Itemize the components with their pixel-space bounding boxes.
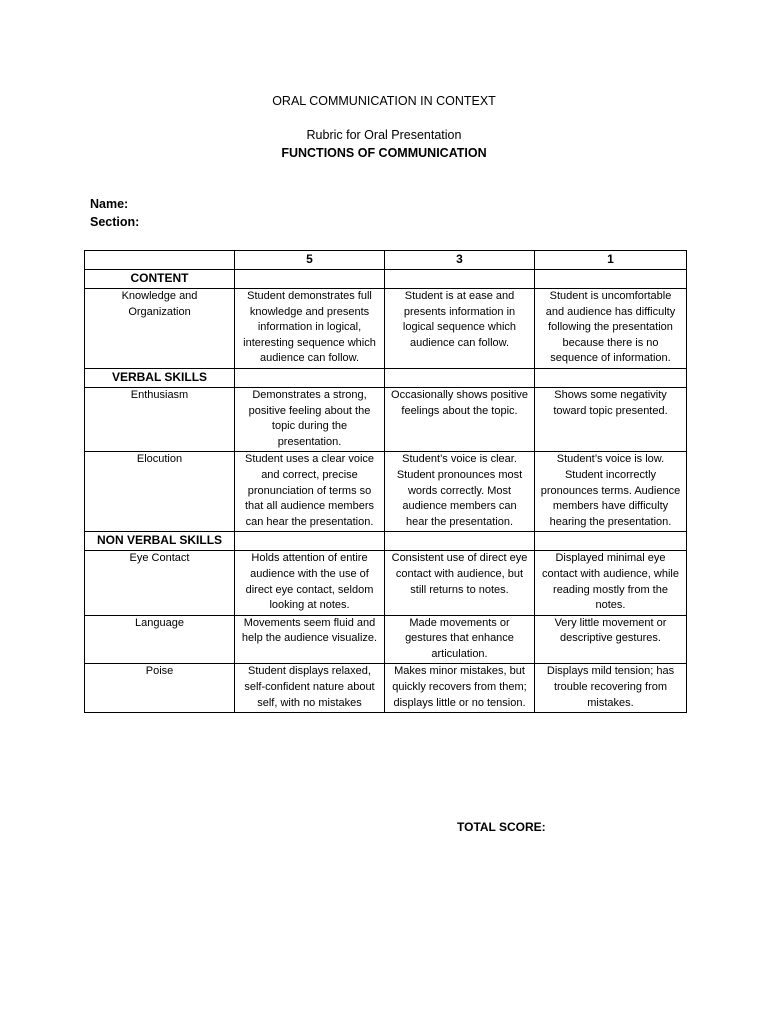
table-row (85, 289, 687, 369)
score-5-cell: Holds attention of entire audience with the use of direct eye contact, seldom looking at notes. (235, 551, 385, 615)
score-column-header: 3 (385, 251, 535, 270)
score-column-header: 5 (235, 251, 385, 270)
table-row (85, 551, 687, 615)
score-3-cell: Made movements or gestures that enhance articulation. (385, 615, 535, 664)
name-label: Name: (90, 197, 129, 211)
empty-cell (235, 270, 385, 289)
empty-cell (535, 270, 687, 289)
empty-cell (385, 532, 535, 551)
table-row (85, 387, 687, 451)
criterion-cell: Language (85, 615, 235, 664)
section-title: CONTENT (85, 270, 235, 289)
score-5-cell: Demonstrates a strong, positive feeling about the topic during the presentation. (235, 387, 385, 451)
empty-cell (235, 368, 385, 387)
score-1-cell: Very little movement or descriptive gestures. (535, 615, 687, 664)
score-3-cell: Consistent use of direct eye contact with audience, but still returns to notes. (385, 551, 535, 615)
table-row (85, 452, 687, 532)
table-row (85, 615, 687, 664)
header-blank-cell (85, 251, 235, 270)
section-title: VERBAL SKILLS (85, 368, 235, 387)
empty-cell (235, 532, 385, 551)
score-1-cell: Displayed minimal eye contact with audience, while reading mostly from the notes. (535, 551, 687, 615)
section-row (85, 270, 687, 289)
score-1-cell: Shows some negativity toward topic presented. (535, 387, 687, 451)
score-5-cell: Student demonstrates full knowledge and presents information in logical, interesting sequence which audience can follow. (235, 289, 385, 369)
document-topic: FUNCTIONS OF COMMUNICATION (281, 146, 487, 160)
section-label: Section: (90, 215, 140, 229)
score-1-cell: Displays mild tension; has trouble recovering from mistakes. (535, 664, 687, 713)
score-3-cell: Student is at ease and presents information in logical sequence which audience can follow. (385, 289, 535, 369)
score-1-cell: Student’s voice is low. Student incorrectly pronounces terms. Audience members have difficulty hearing the presentation. (535, 452, 687, 532)
section-title: NON VERBAL SKILLS (85, 532, 235, 551)
empty-cell (535, 368, 687, 387)
criterion-cell: Knowledge and Organization (85, 289, 235, 369)
score-3-cell: Makes minor mistakes, but quickly recovers from them; displays little or no tension. (385, 664, 535, 713)
total-score-label: TOTAL SCORE: (457, 820, 546, 834)
score-5-cell: Student uses a clear voice and correct, precise pronunciation of terms so that all audience members can hear the presentation. (235, 452, 385, 532)
criterion-cell: Enthusiasm (85, 387, 235, 451)
table-header-row (85, 251, 687, 270)
empty-cell (535, 532, 687, 551)
criterion-cell: Elocution (85, 452, 235, 532)
score-3-cell: Occasionally shows positive feelings about the topic. (385, 387, 535, 451)
document-title: ORAL COMMUNICATION IN CONTEXT (272, 94, 496, 108)
document-subtitle: Rubric for Oral Presentation (306, 128, 462, 142)
table-row (85, 664, 687, 713)
criterion-cell: Poise (85, 664, 235, 713)
rubric-table (84, 250, 687, 713)
empty-cell (385, 368, 535, 387)
score-column-header: 1 (535, 251, 687, 270)
score-5-cell: Movements seem fluid and help the audience visualize. (235, 615, 385, 664)
section-row (85, 368, 687, 387)
empty-cell (385, 270, 535, 289)
criterion-cell: Eye Contact (85, 551, 235, 615)
score-1-cell: Student is uncomfortable and audience has difficulty following the presentation because there is no sequence of information. (535, 289, 687, 369)
score-3-cell: Student’s voice is clear. Student pronounces most words correctly. Most audience members can hear the presentation. (385, 452, 535, 532)
section-row (85, 532, 687, 551)
score-5-cell: Student displays relaxed, self-confident nature about self, with no mistakes (235, 664, 385, 713)
